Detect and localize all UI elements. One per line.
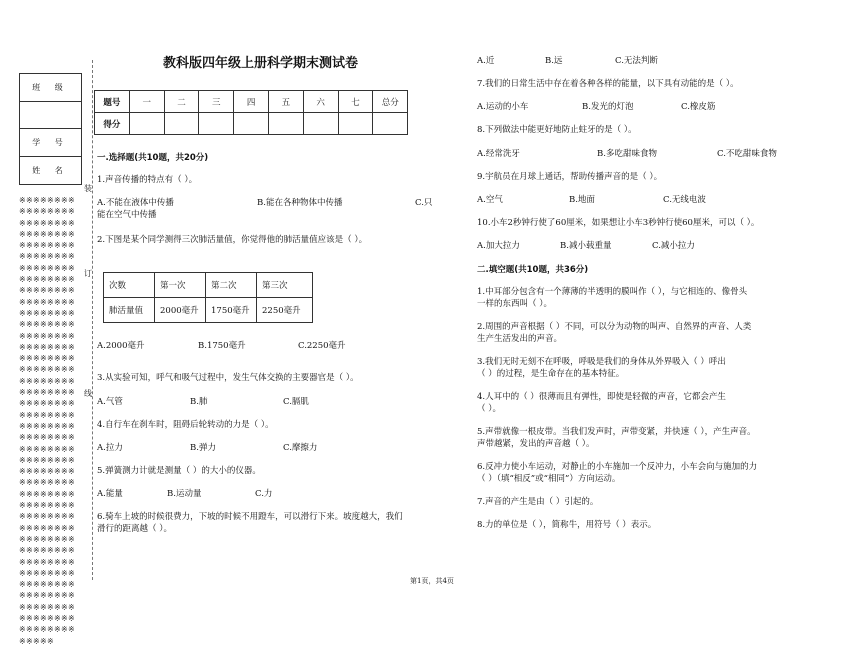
score-input-cell[interactable]	[199, 113, 234, 135]
score-header-cell: 七	[338, 91, 373, 113]
fill-8: 8.力的单位是（ ），简称牛，用符号（ ）表示。	[477, 520, 657, 530]
fill-3-line1: 3.我们无时无刻不在呼吸，呼吸是我们的身体从外界吸入（ ）呼出	[477, 357, 726, 367]
lung-cell: 第三次	[257, 273, 313, 298]
q1-option-c-cont: 能在空气中传播	[97, 210, 157, 220]
score-input-cell[interactable]	[338, 113, 373, 135]
question-7: 7.我们的日常生活中存在着各种各样的能量，以下具有动能的是（ ）。	[477, 79, 739, 89]
score-table-score-row	[95, 113, 408, 135]
q5-option-b[interactable]: B.运动量	[167, 489, 202, 499]
q10-option-c[interactable]: C.减小拉力	[652, 241, 695, 251]
lung-cell: 1750毫升	[206, 298, 257, 323]
q9-option-a[interactable]: A.空气	[477, 195, 503, 205]
score-header-cell: 总分	[373, 91, 408, 113]
q5-option-a[interactable]: A.能量	[97, 489, 123, 499]
q6-option-b[interactable]: B.远	[545, 56, 563, 66]
score-header-cell: 三	[199, 91, 234, 113]
score-header-cell: 五	[268, 91, 303, 113]
q1-option-a[interactable]: A.不能在液体中传播	[97, 198, 174, 208]
binding-mark-ding: 订	[84, 269, 92, 278]
binding-mark-zhuang: 装	[84, 184, 92, 193]
question-8: 8.下列做法中能更好地防止蛀牙的是（ ）。	[477, 125, 637, 135]
q4-option-c[interactable]: C.摩擦力	[283, 443, 318, 453]
q10-option-a[interactable]: A.加大拉力	[477, 241, 520, 251]
fill-7: 7.声音的产生是由（ ）引起的。	[477, 497, 599, 507]
lung-cell: 2000毫升	[155, 298, 206, 323]
q8-option-a[interactable]: A.经常洗牙	[477, 149, 520, 159]
name-field[interactable]: 姓 名	[32, 165, 69, 175]
score-input-cell[interactable]	[164, 113, 199, 135]
q7-option-a[interactable]: A.运动的小车	[477, 102, 529, 112]
lung-cell: 第二次	[206, 273, 257, 298]
q3-option-b[interactable]: B.肺	[190, 397, 208, 407]
q8-option-b[interactable]: B.多吃甜味食物	[597, 149, 657, 159]
binding-dashed-line	[92, 60, 93, 580]
fill-5-line2: 声带越紧，发出的声音越（ ）。	[477, 439, 595, 449]
q9-option-b[interactable]: B.地面	[569, 195, 595, 205]
question-10: 10.小车2秒钟行使了60厘米，如果想让小车3秒钟行使60厘米，可以（ ）。	[477, 218, 760, 228]
question-1: 1.声音传播的特点有（ ）。	[97, 175, 198, 185]
lung-table-row	[104, 273, 313, 298]
question-5: 5.弹簧测力计就是测量（ ）的大小的仪器。	[97, 466, 261, 476]
q9-option-c[interactable]: C.无线电波	[663, 195, 706, 205]
q2-option-c[interactable]: C.2250毫升	[298, 341, 346, 351]
q2-option-b[interactable]: B.1750毫升	[198, 341, 246, 351]
fill-5-line1: 5.声带就像一根皮带。当我们发声时，声带变紧，并快速（ ），产生声音。	[477, 427, 756, 437]
q4-option-b[interactable]: B.弹力	[190, 443, 216, 453]
q3-option-c[interactable]: C.膈肌	[283, 397, 309, 407]
class-field[interactable]: 班 级	[20, 74, 81, 102]
class-blank[interactable]	[20, 102, 81, 130]
score-input-cell[interactable]	[303, 113, 338, 135]
score-table-header-row	[95, 91, 408, 113]
score-table	[94, 90, 408, 135]
score-header-cell: 六	[303, 91, 338, 113]
question-3: 3.从实验可知，呼气和吸气过程中，发生气体交换的主要器官是（ ）。	[97, 373, 359, 383]
fill-1-line2: 一样的东西叫（ ）。	[477, 299, 552, 309]
section-1-heading: 一.选择题(共10题，共20分)	[97, 153, 209, 163]
fill-2-line1: 2.周围的声音根据（ ）不同，可以分为动物的叫声、自然界的声音、人类	[477, 322, 752, 332]
question-6-line2: 滑行的距离越（ ）。	[97, 524, 172, 534]
q3-option-a[interactable]: A.气管	[97, 397, 123, 407]
q7-option-c[interactable]: C.橡皮筋	[681, 102, 716, 112]
q1-option-c[interactable]: C.只	[415, 198, 433, 208]
fill-6-line1: 6.反冲力使小车运动，对静止的小车施加一个反冲力，小车会向与施加的力	[477, 462, 758, 472]
q8-option-c[interactable]: C.不吃甜味食物	[717, 149, 777, 159]
fill-4-line2: （ ）。	[477, 404, 501, 414]
score-input-cell[interactable]	[129, 113, 164, 135]
q4-option-a[interactable]: A.拉力	[97, 443, 123, 453]
q7-option-b[interactable]: B.发光的灯泡	[582, 102, 634, 112]
fill-2-line2: 生产生活发出的声音。	[477, 334, 563, 344]
page-footer: 第1页，共4页	[410, 577, 454, 585]
page-title: 教科版四年级上册科学期末测试卷	[163, 56, 359, 71]
lung-cell: 第一次	[155, 273, 206, 298]
student-info-box	[19, 73, 82, 185]
fill-4-line1: 4.人耳中的（ ）很薄而且有弹性，即使是轻微的声音，它都会产生	[477, 392, 726, 402]
score-header-cell: 四	[234, 91, 269, 113]
fill-6-line2: （ ）（填“相反”或“相同”）方向运动。	[477, 474, 621, 484]
student-number-field[interactable]: 学 号	[20, 129, 81, 157]
lung-cell: 肺活量值	[104, 298, 155, 323]
question-2: 2.下图是某个同学测得三次肺活量值，你觉得他的肺活量值应该是（ ）。	[97, 235, 368, 245]
score-input-cell[interactable]	[234, 113, 269, 135]
lung-cell: 2250毫升	[257, 298, 313, 323]
q6-option-c[interactable]: C.无法判断	[615, 56, 658, 66]
star-pattern-strip: ※※※※※※※※※※※※※※※※※※※※※※※※※※※※※※※※※※※※※※※※※※※※※※※※※※※※※※※※※※※※※※※※※※※※※※※※※※※※※※※※※※※※※※※※※※※※※※※※※※※※※※※※※※※※※※※※※※※※※※※※※※※※※※※※※※※※※※※※※※※※※※※※※※※※※※※※※※※※※※※※※※※※※※※※※※※※※※※※※※※※※※※※※※※※※※※※※※※※※※※※※※※※※※※※※※※※※※※※※※※※※※※※※※※※※※※※※※※※※※※※※※※※※※※※※※※※※※※※※※※※※※※※※※※※※※※※※※※※※※※※※※※※※※※※※※※※※※※※※※※※※※※※※※※※※※※※※※※※※	[19, 196, 76, 646]
q2-option-a[interactable]: A.2000毫升	[97, 341, 145, 351]
binding-mark-xian: 线	[84, 389, 92, 398]
score-header-cell: 一	[129, 91, 164, 113]
q10-option-b[interactable]: B.减小载重量	[560, 241, 612, 251]
lung-capacity-table	[103, 272, 313, 323]
fill-1-line1: 1.中耳部分包含有一个薄薄的半透明的膜叫作（ ），与它相连的、像骨头	[477, 287, 748, 297]
score-header-cell: 二	[164, 91, 199, 113]
section-2-heading: 二.填空题(共10题，共36分)	[477, 265, 589, 275]
score-row-label: 得分	[95, 113, 130, 135]
score-input-cell[interactable]	[268, 113, 303, 135]
q1-option-b[interactable]: B.能在各种物体中传播	[257, 198, 343, 208]
fill-3-line2: （ ）的过程，是生命存在的基本特征。	[477, 369, 625, 379]
score-header-cell: 题号	[95, 91, 130, 113]
question-6-line1: 6.骑车上坡的时候很费力，下坡的时候不用蹬车，可以滑行下来。坡度越大，我们	[97, 512, 403, 522]
q6-option-a[interactable]: A.近	[477, 56, 495, 66]
question-9: 9.宇航员在月球上通话，帮助传播声音的是（ ）。	[477, 172, 663, 182]
question-4: 4.自行车在刹车时，阻碍后轮转动的力是（ ）。	[97, 420, 274, 430]
q5-option-c[interactable]: C.力	[255, 489, 273, 499]
lung-cell: 次数	[104, 273, 155, 298]
score-input-cell[interactable]	[373, 113, 408, 135]
lung-table-row	[104, 298, 313, 323]
